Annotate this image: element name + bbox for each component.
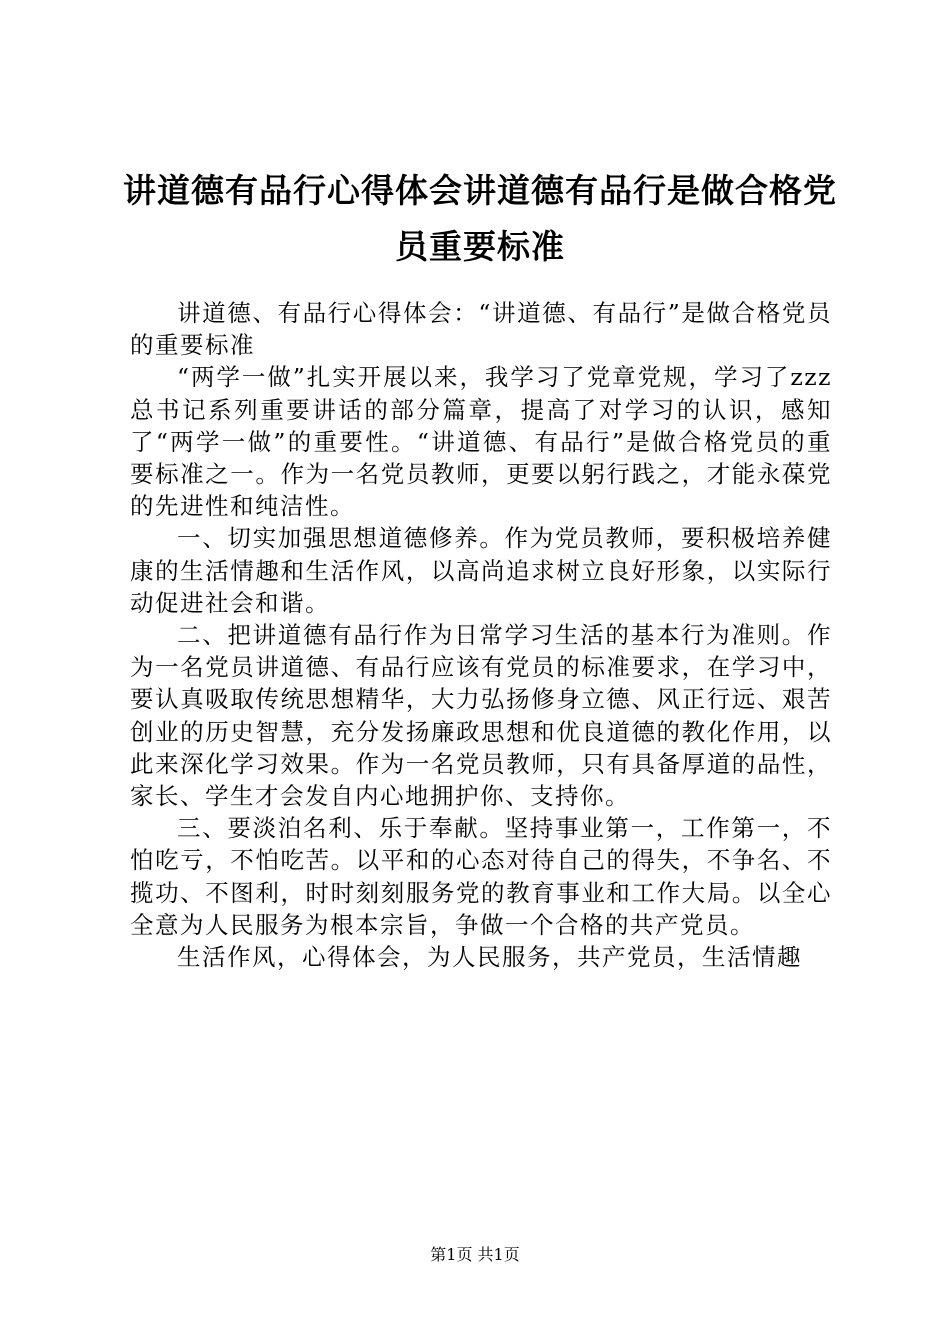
page-footer: 第1页 共1页 [430, 1245, 520, 1264]
paragraph-keywords: 生活作风，心得体会，为人民服务，共产党员，生活情趣 [177, 943, 802, 972]
paragraph-subtitle: 讲道德、有品行心得体会：“讲道德、有品行”是做合格党员的重要标准 [130, 299, 832, 360]
document-title: 讲道德有品行心得体会讲道德有品行是做合格党员重要标准 [123, 171, 837, 266]
paragraph-point-two: 二、把讲道德有品行作为日常学习生活的基本行为准则。作为一名党员讲道德、有品行应该有党员的标准要求，在学习中，要认真吸取传统思想精华，大力弘扬修身立德、风正行远、艰苦创业的历史智慧，充分发扬廉政思想和优良道德的教化作用，以此来深化学习效果。作为一名党员教师，只有具备厚道的品性，家长、学生才会发自内心地拥护你、支持你。 [130, 621, 832, 811]
paragraph-point-one: 一、切实加强思想道德修养。作为党员教师，要积极培养健康的生活情趣和生活作风，以高尚追求树立良好形象，以实际行动促进社会和谐。 [130, 524, 832, 617]
document-body [130, 297, 832, 973]
paragraph-intro: “两学一做”扎实开展以来，我学习了党章党规，学习了zzz总书记系列重要讲话的部分篇章，提高了对学习的认识，感知了“两学一做”的重要性。“讲道德、有品行”是做合格党员的重要标准之一。作为一名党员教师，更要以躬行践之，才能永葆党的先进性和纯洁性。 [130, 363, 832, 521]
paragraph-point-three: 三、要淡泊名利、乐于奉献。坚持事业第一，工作第一，不怕吃亏，不怕吃苦。以平和的心态对待自己的得失，不争名、不揽功、不图利，时时刻刻服务党的教育事业和工作大局。以全心全意为人民服务为根本宗旨，争做一个合格的共产党员。 [130, 814, 832, 939]
